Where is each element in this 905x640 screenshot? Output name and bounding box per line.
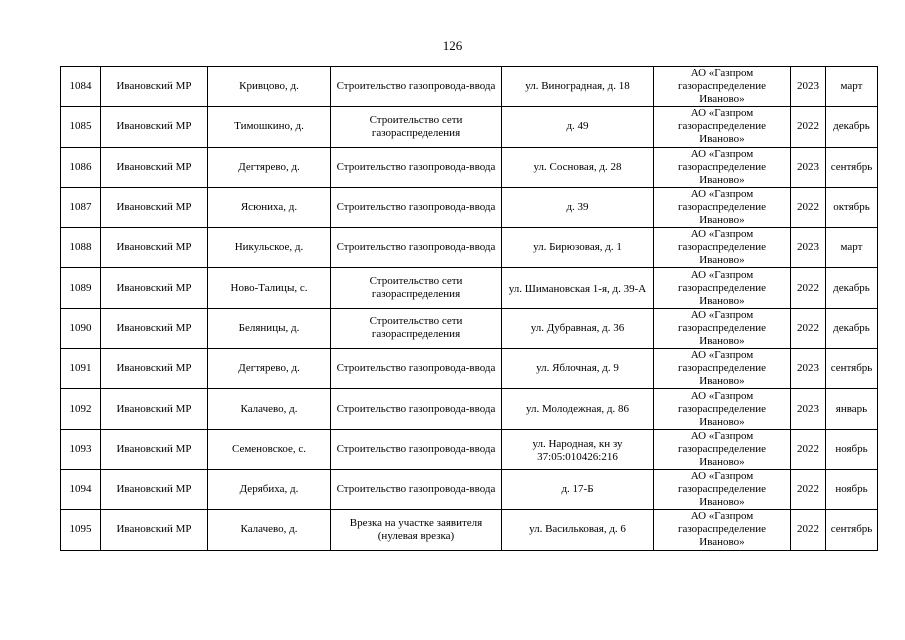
row-number-cell: 1084 [61, 67, 101, 107]
table-row [61, 308, 878, 348]
organization-cell: АО «Газпром газораспределение Иваново» [654, 389, 791, 429]
address-cell: ул. Виноградная, д. 18 [502, 67, 654, 107]
organization-cell: АО «Газпром газораспределение Иваново» [654, 349, 791, 389]
district-cell: Ивановский МР [101, 268, 208, 308]
month-cell: декабрь [826, 268, 878, 308]
work-type-cell: Строительство газопровода-ввода [331, 429, 502, 469]
district-cell: Ивановский МР [101, 349, 208, 389]
organization-cell: АО «Газпром газораспределение Иваново» [654, 469, 791, 509]
organization-cell: АО «Газпром газораспределение Иваново» [654, 308, 791, 348]
district-cell: Ивановский МР [101, 510, 208, 550]
locality-cell: Тимошкино, д. [208, 107, 331, 147]
locality-cell: Калачево, д. [208, 510, 331, 550]
district-cell: Ивановский МР [101, 107, 208, 147]
year-cell: 2022 [791, 107, 826, 147]
work-type-cell: Строительство газопровода-ввода [331, 147, 502, 187]
district-cell: Ивановский МР [101, 308, 208, 348]
work-type-cell: Строительство газопровода-ввода [331, 469, 502, 509]
address-cell: д. 39 [502, 187, 654, 227]
district-cell: Ивановский МР [101, 389, 208, 429]
month-cell: март [826, 228, 878, 268]
work-type-cell: Строительство газопровода-ввода [331, 228, 502, 268]
work-type-cell: Строительство сети газораспределения [331, 107, 502, 147]
year-cell: 2023 [791, 349, 826, 389]
year-cell: 2022 [791, 469, 826, 509]
address-cell: ул. Молодежная, д. 86 [502, 389, 654, 429]
district-cell: Ивановский МР [101, 429, 208, 469]
month-cell: ноябрь [826, 469, 878, 509]
row-number-cell: 1091 [61, 349, 101, 389]
month-cell: сентябрь [826, 349, 878, 389]
organization-cell: АО «Газпром газораспределение Иваново» [654, 228, 791, 268]
locality-cell: Ясюниха, д. [208, 187, 331, 227]
row-number-cell: 1090 [61, 308, 101, 348]
month-cell: декабрь [826, 107, 878, 147]
register-table [60, 66, 878, 551]
month-cell: сентябрь [826, 147, 878, 187]
table-row [61, 67, 878, 107]
month-cell: март [826, 67, 878, 107]
organization-cell: АО «Газпром газораспределение Иваново» [654, 67, 791, 107]
table-row [61, 429, 878, 469]
table-row [61, 187, 878, 227]
work-type-cell: Строительство газопровода-ввода [331, 389, 502, 429]
year-cell: 2023 [791, 67, 826, 107]
locality-cell: Ново-Талицы, с. [208, 268, 331, 308]
table-row [61, 469, 878, 509]
address-cell: ул. Шимановская 1-я, д. 39-А [502, 268, 654, 308]
locality-cell: Дегтярево, д. [208, 147, 331, 187]
table-row [61, 389, 878, 429]
row-number-cell: 1093 [61, 429, 101, 469]
address-cell: ул. Сосновая, д. 28 [502, 147, 654, 187]
year-cell: 2023 [791, 389, 826, 429]
work-type-cell: Строительство сети газораспределения [331, 308, 502, 348]
address-cell: ул. Васильковая, д. 6 [502, 510, 654, 550]
row-number-cell: 1085 [61, 107, 101, 147]
month-cell: декабрь [826, 308, 878, 348]
table-row [61, 107, 878, 147]
district-cell: Ивановский МР [101, 67, 208, 107]
row-number-cell: 1094 [61, 469, 101, 509]
year-cell: 2022 [791, 268, 826, 308]
row-number-cell: 1092 [61, 389, 101, 429]
year-cell: 2022 [791, 308, 826, 348]
year-cell: 2022 [791, 187, 826, 227]
work-type-cell: Строительство газопровода-ввода [331, 187, 502, 227]
page-number: 126 [442, 38, 463, 53]
address-cell: д. 17-Б [502, 469, 654, 509]
organization-cell: АО «Газпром газораспределение Иваново» [654, 268, 791, 308]
organization-cell: АО «Газпром газораспределение Иваново» [654, 429, 791, 469]
address-cell: ул. Народная, кн зу 37:05:010426:216 [502, 429, 654, 469]
month-cell: сентябрь [826, 510, 878, 550]
address-cell: ул. Яблочная, д. 9 [502, 349, 654, 389]
organization-cell: АО «Газпром газораспределение Иваново» [654, 510, 791, 550]
table-row [61, 228, 878, 268]
locality-cell: Беляницы, д. [208, 308, 331, 348]
address-cell: д. 49 [502, 107, 654, 147]
table-row [61, 268, 878, 308]
year-cell: 2023 [791, 147, 826, 187]
year-cell: 2022 [791, 429, 826, 469]
locality-cell: Дерябиха, д. [208, 469, 331, 509]
row-number-cell: 1095 [61, 510, 101, 550]
district-cell: Ивановский МР [101, 228, 208, 268]
locality-cell: Кривцово, д. [208, 67, 331, 107]
address-cell: ул. Дубравная, д. 36 [502, 308, 654, 348]
row-number-cell: 1089 [61, 268, 101, 308]
district-cell: Ивановский МР [101, 187, 208, 227]
organization-cell: АО «Газпром газораспределение Иваново» [654, 187, 791, 227]
organization-cell: АО «Газпром газораспределение Иваново» [654, 107, 791, 147]
locality-cell: Калачево, д. [208, 389, 331, 429]
work-type-cell: Строительство сети газораспределения [331, 268, 502, 308]
address-cell: ул. Бирюзовая, д. 1 [502, 228, 654, 268]
locality-cell: Дегтярево, д. [208, 349, 331, 389]
month-cell: ноябрь [826, 429, 878, 469]
district-cell: Ивановский МР [101, 469, 208, 509]
row-number-cell: 1086 [61, 147, 101, 187]
district-cell: Ивановский МР [101, 147, 208, 187]
locality-cell: Никульское, д. [208, 228, 331, 268]
table-row [61, 147, 878, 187]
year-cell: 2023 [791, 228, 826, 268]
month-cell: январь [826, 389, 878, 429]
organization-cell: АО «Газпром газораспределение Иваново» [654, 147, 791, 187]
table-row [61, 510, 878, 550]
work-type-cell: Врезка на участке заявителя (нулевая врезка) [331, 510, 502, 550]
work-type-cell: Строительство газопровода-ввода [331, 67, 502, 107]
work-type-cell: Строительство газопровода-ввода [331, 349, 502, 389]
month-cell: октябрь [826, 187, 878, 227]
row-number-cell: 1087 [61, 187, 101, 227]
row-number-cell: 1088 [61, 228, 101, 268]
locality-cell: Семеновское, с. [208, 429, 331, 469]
year-cell: 2022 [791, 510, 826, 550]
table-row [61, 349, 878, 389]
